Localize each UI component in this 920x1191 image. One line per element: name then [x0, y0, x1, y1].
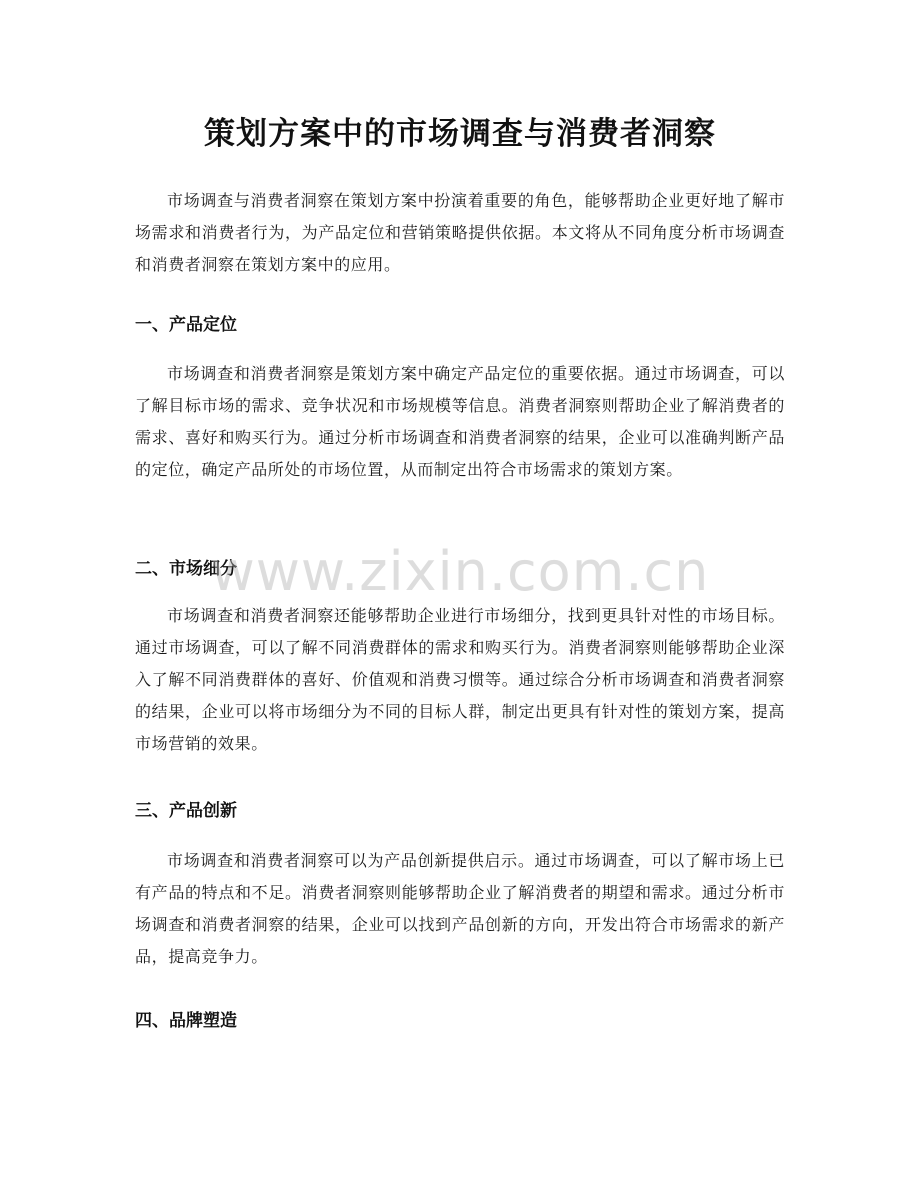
- watermark-text: www.zixin.com.cn: [210, 540, 710, 603]
- section-body-3: 市场调查和消费者洞察可以为产品创新提供启示。通过市场调查，可以了解市场上已有产品的特点和不足。消费者洞察则能够帮助企业了解消费者的期望和需求。通过分析市场调查和消费者洞察的结果，企业可以找到产品创新的方向，开发出符合市场需求的新产品，提高竞争力。: [135, 851, 785, 966]
- intro-paragraph: 市场调查与消费者洞察在策划方案中扮演着重要的角色，能够帮助企业更好地了解市场需求和消费者行为，为产品定位和营销策略提供依据。本文将从不同角度分析市场调查和消费者洞察在策划方案中的应用。: [135, 191, 785, 274]
- section-heading-4: 四、品牌塑造: [135, 1011, 237, 1031]
- section-body-2: 市场调查和消费者洞察还能够帮助企业进行市场细分，找到更具针对性的市场目标。通过市场调查，可以了解不同消费群体的需求和购买行为。消费者洞察则能够帮助企业深入了解不同消费群体的喜好、价值观和消费习惯等。通过综合分析市场调查和消费者洞察的结果，企业可以将市场细分为不同的目标人群，制定出更具有针对性的策划方案，提高市场营销的效果。: [135, 606, 785, 753]
- section-heading-1: 一、产品定位: [135, 315, 237, 335]
- section-heading-3: 三、产品创新: [135, 801, 237, 821]
- document-title: 策划方案中的市场调查与消费者洞察: [204, 116, 716, 152]
- section-heading-2: 二、市场细分: [135, 559, 237, 579]
- section-body-1: 市场调查和消费者洞察是策划方案中确定产品定位的重要依据。通过市场调查，可以了解目标市场的需求、竞争状况和市场规模等信息。消费者洞察则帮助企业了解消费者的需求、喜好和购买行为。通过分析市场调查和消费者洞察的结果，企业可以准确判断产品的定位，确定产品所处的市场位置，从而制定出符合市场需求的策划方案。: [135, 364, 785, 479]
